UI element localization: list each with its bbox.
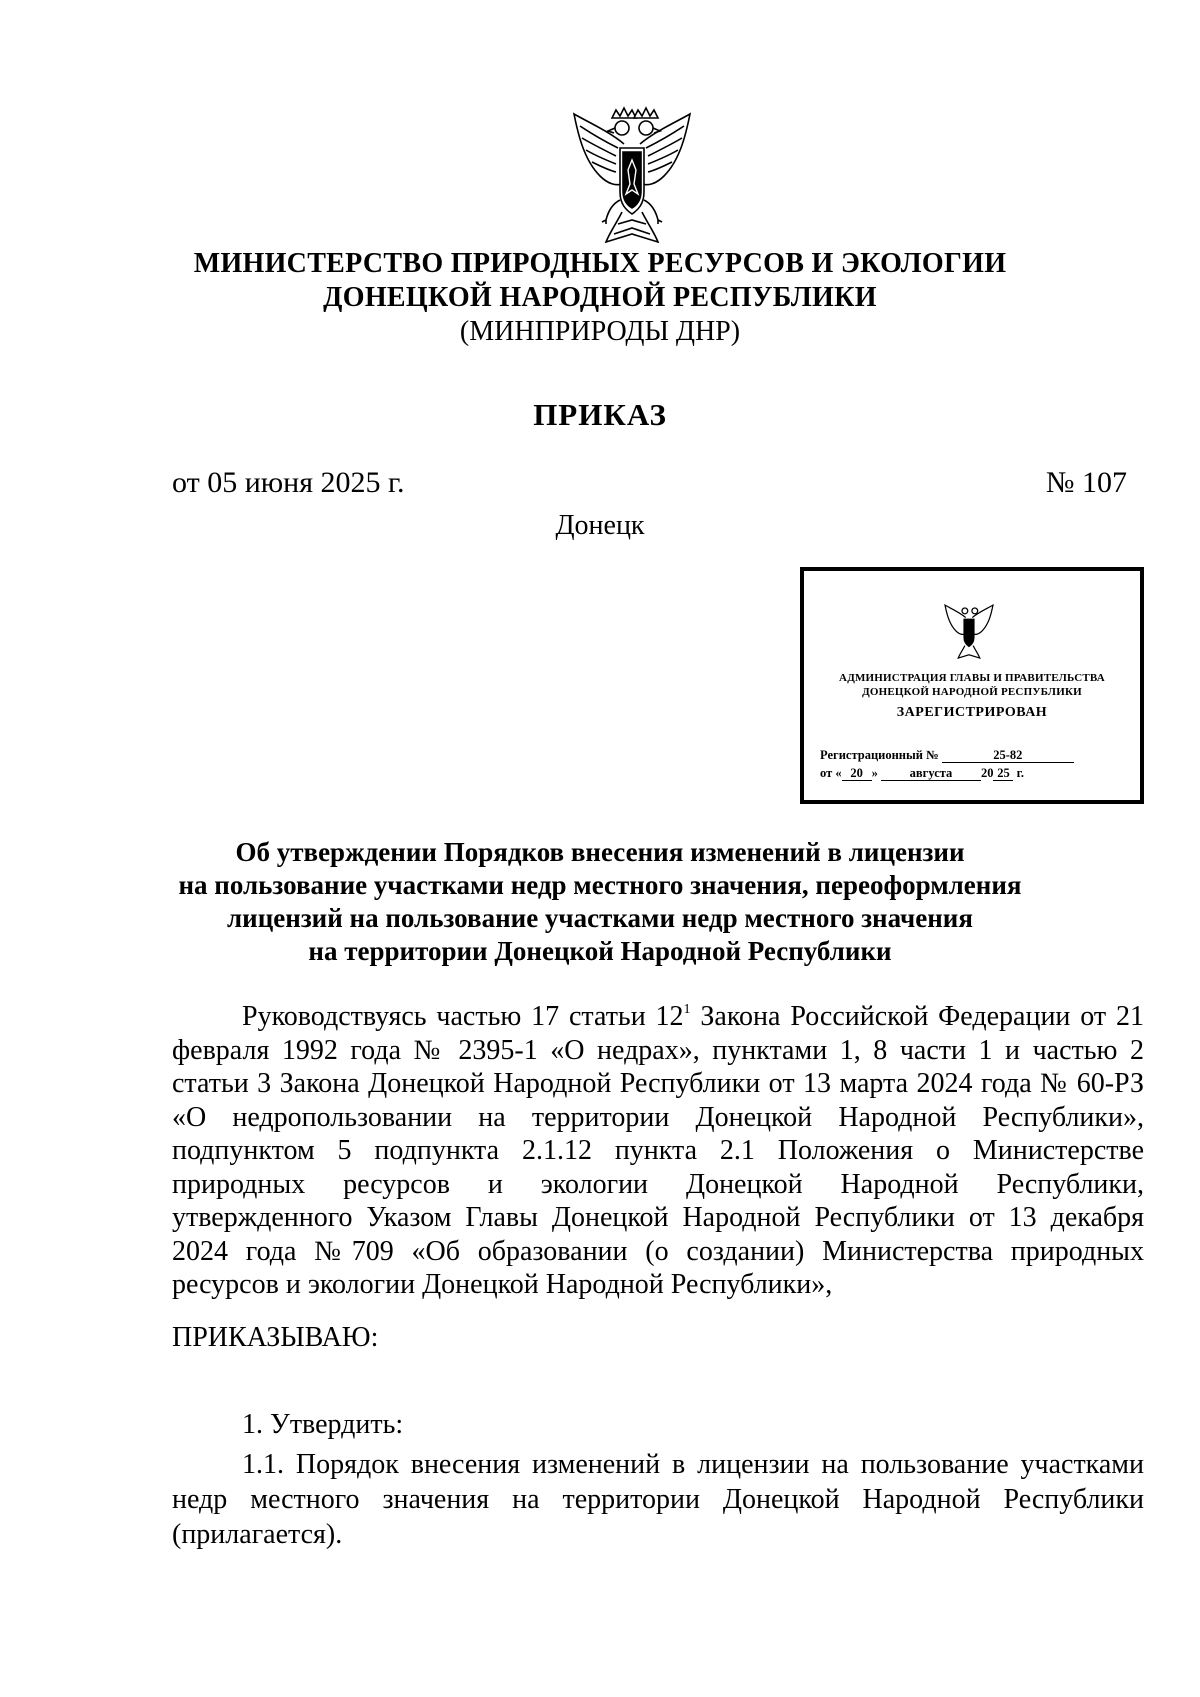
- registration-stamp: [800, 567, 1144, 804]
- preamble-superscript: 1: [683, 1002, 691, 1017]
- ministry-name-line-1: МИНИСТЕРСТВО ПРИРОДНЫХ РЕСУРСОВ И ЭКОЛОГИИ: [193, 248, 1007, 279]
- stamp-reg-number: 25-82: [942, 748, 1074, 763]
- stamp-date-row: [820, 766, 1024, 781]
- ministry-block: [0, 247, 1200, 349]
- ministry-short-name: (МИНПРИРОДЫ ДНР): [459, 316, 741, 347]
- stamp-admin-line-1: АДМИНИСТРАЦИЯ ГЛАВЫ И ПРАВИТЕЛЬСТВА: [839, 672, 1105, 684]
- document-type: ПРИКАЗ: [533, 397, 667, 432]
- coat-of-arms-icon: [570, 104, 694, 254]
- stamp-month: августа: [881, 766, 981, 781]
- stamp-year-end: г.: [1016, 766, 1025, 780]
- stamp-coat-of-arms-icon: [941, 601, 997, 663]
- document-date: от 05 июня 2025 г.: [172, 466, 405, 499]
- stamp-date-prefix: от «: [820, 766, 842, 780]
- stamp-reg-label: Регистрационный №: [820, 748, 939, 762]
- order-word: ПРИКАЗЫВАЮ:: [172, 1322, 379, 1353]
- subject-line-2: на пользование участками недр местного значения, переоформления: [178, 870, 1022, 900]
- order-item-1: 1. Утвердить:: [242, 1409, 404, 1440]
- order-subject: [0, 836, 1200, 968]
- stamp-year-suffix: 25: [993, 766, 1013, 781]
- stamp-status: ЗАРЕГИСТРИРОВАН: [896, 705, 1048, 720]
- ministry-name-line-2: ДОНЕЦКОЙ НАРОДНОЙ РЕСПУБЛИКИ: [323, 282, 877, 313]
- order-item-1-1: 1.1. Порядок внесения изменений в лицензии на пользование участками недр местного значения на территории Донецкой Народной Республики (прилагается).: [172, 1449, 1144, 1550]
- subject-line-4: на территории Донецкой Народной Республики: [308, 936, 892, 966]
- stamp-day: 20: [842, 766, 872, 781]
- subject-line-3: лицензий на пользование участками недр местного значения: [227, 903, 973, 933]
- preamble-part-2: Закона Российской Федерации от 21 февраля 1992 года № 2395-1 «О недрах», пунктами 1, 8 части 1 и частью 2 статьи 3 Закона Донецкой Народной Республики от 13 марта 2024 года № 60-РЗ «О недропользовании на территории Донецкой Народной Республики», подпунктом 5 подпункта 2.1.12 пункта 2.1 Положения о Министерстве природных ресурсов и экологии Донецкой Народной Республики, утвержденного Указом Главы Донецкой Народной Республики от 13 декабря 2024 года №709 «Об образовании (о создании) Министерства природных ресурсов и экологии Донецкой Народной Республики»,: [172, 1001, 1145, 1300]
- document-number: № 107: [1045, 466, 1127, 499]
- stamp-date-mid: »: [871, 766, 878, 780]
- document-city: Донецк: [555, 510, 645, 541]
- preamble-paragraph: [172, 1000, 1144, 1302]
- subject-line-1: Об утверждении Порядков внесения изменений в лицензии: [235, 837, 965, 867]
- preamble-part-1: Руководствуясь частью 17 статьи 12: [242, 1001, 684, 1032]
- stamp-year-prefix: 20: [980, 766, 994, 780]
- stamp-registration-row: [820, 748, 1074, 763]
- stamp-admin-line-2: ДОНЕЦКОЙ НАРОДНОЙ РЕСПУБЛИКИ: [862, 686, 1082, 698]
